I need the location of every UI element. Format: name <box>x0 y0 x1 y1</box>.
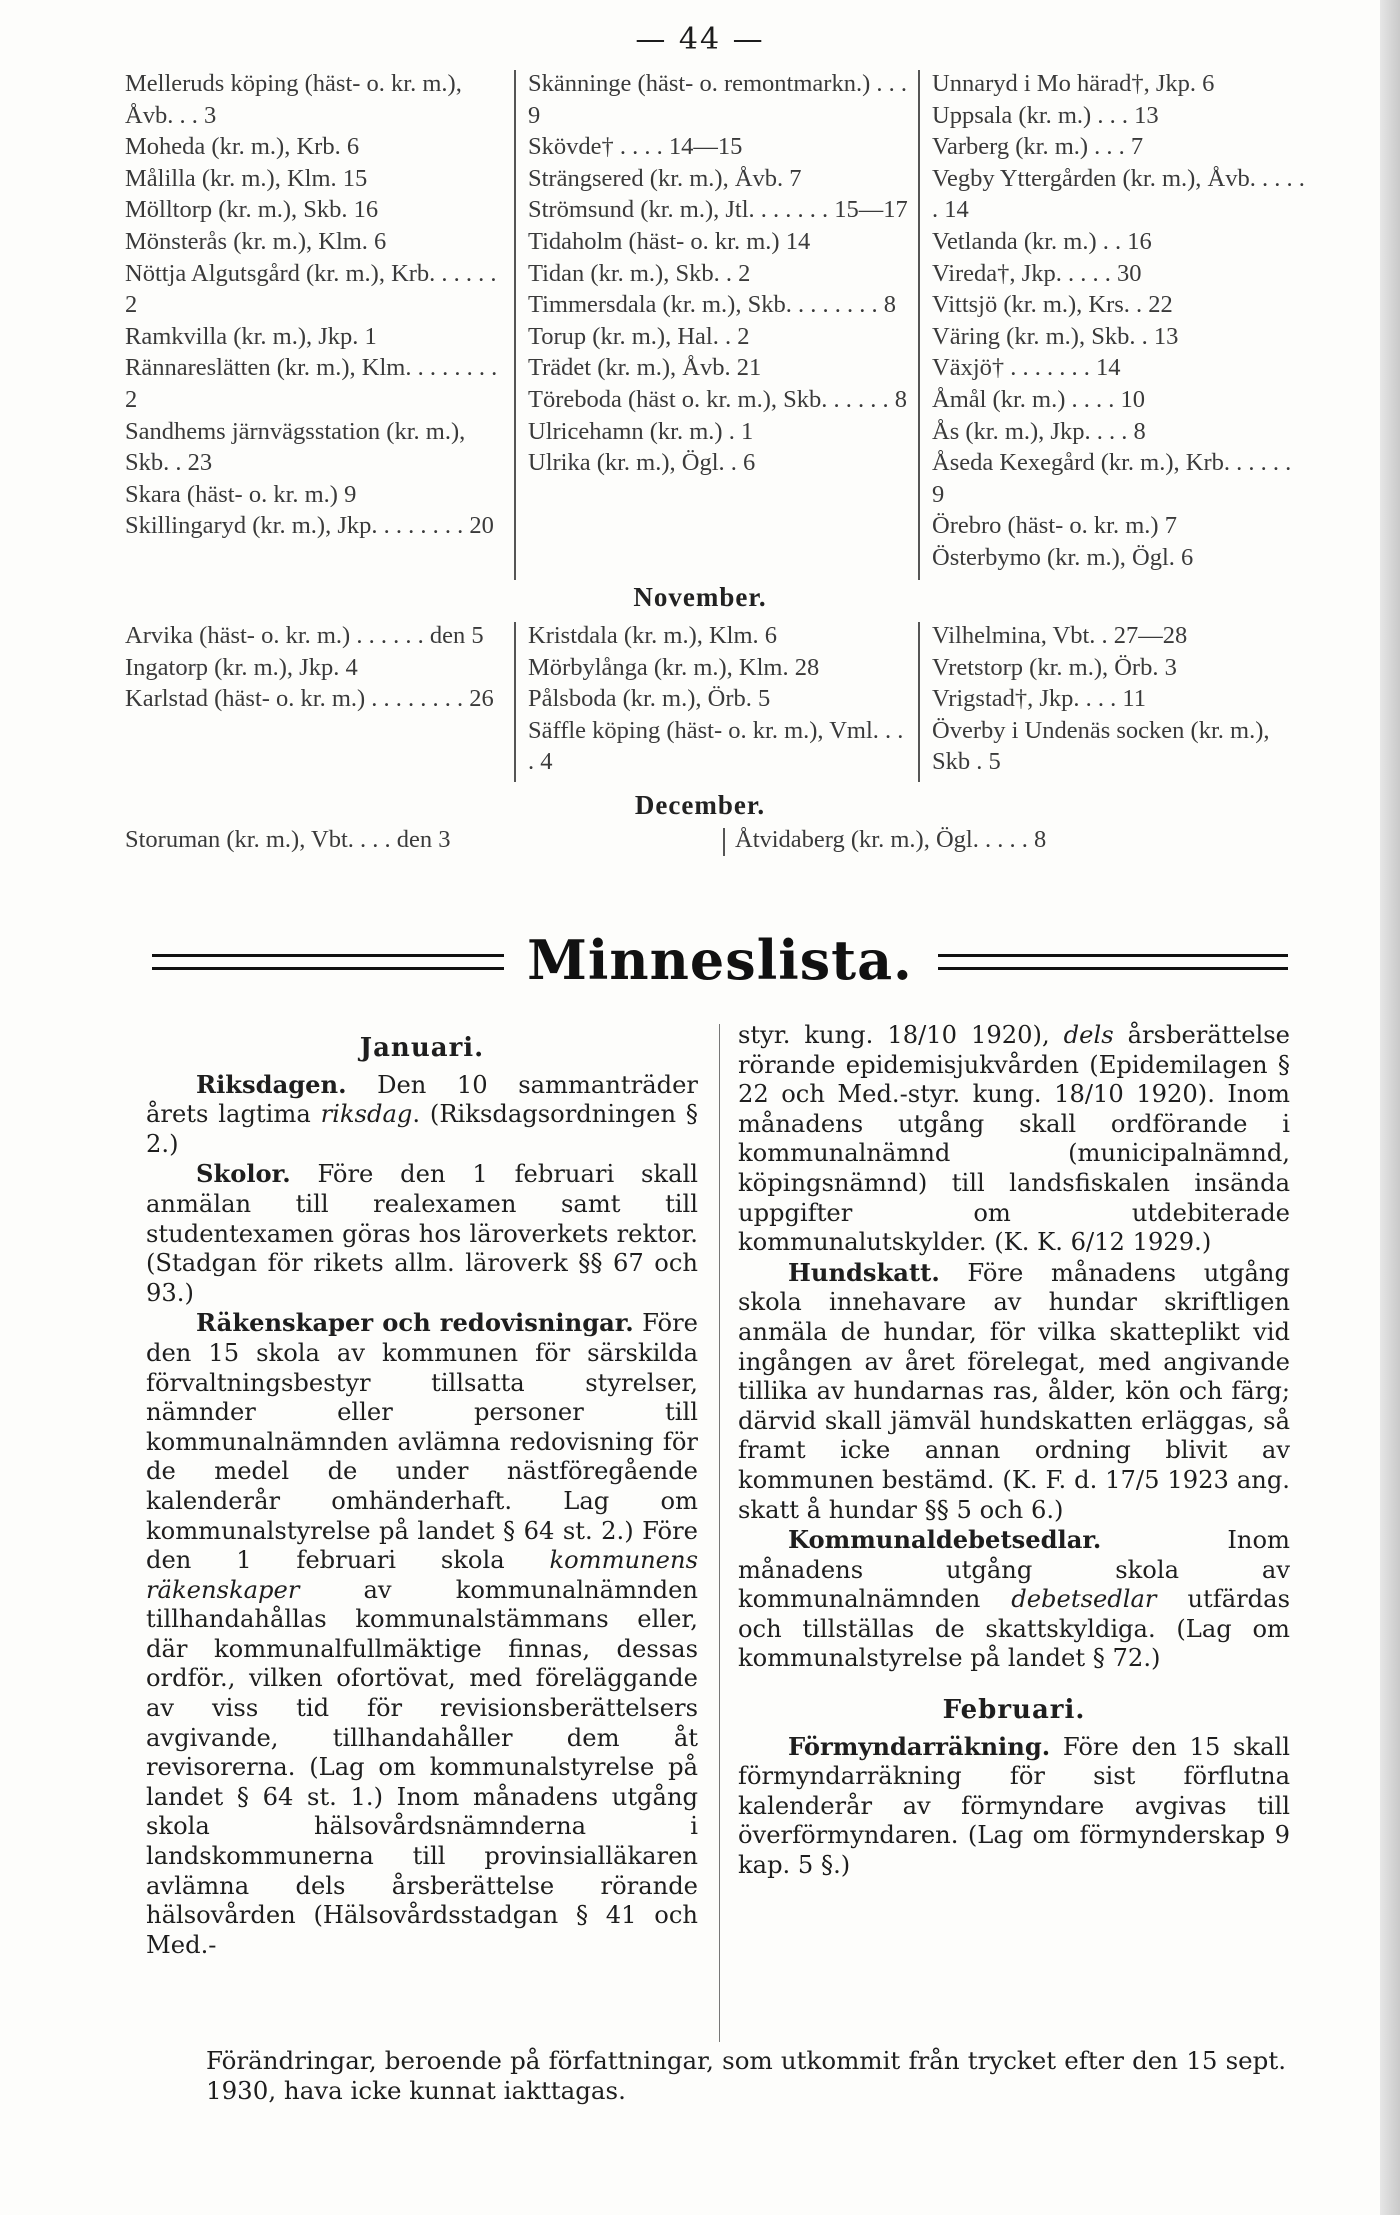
november-heading: November. <box>633 582 767 612</box>
november-column-2 <box>528 620 908 778</box>
index-column-2 <box>528 68 908 479</box>
index-entry: Töreboda (häst o. kr. m.), Skb. . . . . . 8 <box>528 385 908 413</box>
index-entry: Arvika (häst- o. kr. m.) . . . . . . den 5 <box>125 622 484 649</box>
november-column-1 <box>125 620 510 715</box>
index-column-1 <box>125 68 510 542</box>
title-rule <box>152 954 504 970</box>
paragraph <box>146 1308 698 1960</box>
minneslista-title: Minneslista. <box>527 928 913 992</box>
januari-title: Januari. <box>359 1033 485 1063</box>
index-entry: Kristdala (kr. m.), Klm. 6 <box>528 622 778 649</box>
index-entry: Överby i Undenäs socken (kr. m.), Skb . 5 <box>932 716 1270 776</box>
index-entry: Ulrika (kr. m.), Ögl. . 6 <box>528 449 756 477</box>
paragraph-text: Före den 1 februari skall anmälan till realexamen samt till studentexamen göras hos läroverkets rektor. (Stadgan för rikets allm. läroverk §§ 67 och 93.) <box>146 1160 698 1307</box>
paragraph <box>738 1258 1290 1525</box>
paragraph-text: . (Riksdagsordningen § 2.) <box>146 1100 698 1158</box>
index-entry: Strängsered (kr. m.), Åvb. 7 <box>528 164 802 192</box>
index-entry: Säffle köping (häst- o. kr. m.), Vml. . . . 4 <box>528 716 904 776</box>
paragraph-text: utfärdas och tillställas de skattskyldiga. (Lag om kommunalstyrelse på landet § 72.) <box>738 1585 1290 1673</box>
column-divider <box>918 622 920 782</box>
minneslista-left-column <box>146 1034 698 1960</box>
index-entry: Örebro (häst- o. kr. m.) 7 <box>932 512 1177 540</box>
paragraph-text: Före den 15 skall förmyndarräkning för sist förflutna kalenderår av förmyndare avgivas till överförmyndaren. (Lag om förmynderskap 9 kap. 5 §.) <box>738 1732 1290 1880</box>
index-entry: Tidan (kr. m.), Skb. . 2 <box>528 259 751 287</box>
index-entry: Målilla (kr. m.), Klm. 15 <box>125 164 368 192</box>
index-entry: Vilhelmina, Vbt. . 27—28 <box>932 622 1188 649</box>
index-entry: Vittsjö (kr. m.), Krs. . 22 <box>932 291 1173 319</box>
paragraph <box>738 1021 1290 1258</box>
index-entry: Skillingaryd (kr. m.), Jkp. . . . . . . . 20 <box>125 512 494 540</box>
index-entry: Strömsund (kr. m.), Jtl. . . . . . . 15—17 <box>528 196 908 224</box>
index-entry: Tidaholm (häst- o. kr. m.) 14 <box>528 227 811 255</box>
index-entry: Rännareslätten (kr. m.), Klm. . . . . . . . 2 <box>125 354 498 413</box>
index-entry: Väring (kr. m.), Skb. . 13 <box>932 322 1179 350</box>
minneslista-title-row <box>0 928 1400 998</box>
paragraph-italic: kommunens räkenskaper <box>146 1546 698 1604</box>
paragraph-italic: dels <box>1063 1021 1114 1049</box>
index-entry: Åseda Kexegård (kr. m.), Krb. . . . . . 9 <box>932 449 1292 508</box>
paragraph-text: årsberättelse rörande epidemisjukvården (Epidemilagen § 22 och Med.-styr. kung. 18/10 1920). Inom månadens utgång skall ordförande i kommunalnämnd (municipalnämnd, köpingsnämnd) till landsfiskalen insända uppgifter om utdebiterade kommunalutskylder. (K. K. 6/12 1929.) <box>738 1021 1290 1257</box>
december-entry: Åtvidaberg (kr. m.), Ögl. . . . . 8 <box>735 826 1047 853</box>
index-entry: Åmål (kr. m.) . . . . 10 <box>932 385 1145 413</box>
paragraph <box>146 1070 698 1160</box>
index-entry: Timmersdala (kr. m.), Skb. . . . . . . . 8 <box>528 291 896 319</box>
januari-paragraphs <box>146 1070 698 1961</box>
paragraph-keyword: Kommunaldebetsedlar. <box>788 1525 1102 1555</box>
paragraph-text: av kommunalnämnden tillhandahållas kommunalstämmans eller, där kommunalfullmäktige finnas, dessas ordför., vilken ofortövat, med föreläggande av viss tid för revisionsberättelsers avgivande, tillhandahåller dem åt revisorerna. (Lag om kommunalstyrelse på landet § 64 st. 1.) Inom månadens utgång skola hälsovårdsnämnderna i landskommunerna till provinsialläkaren avlämna dels årsberättelse rörande hälsovården (Hälsovårdsstadgan § 41 och Med.- <box>146 1575 698 1959</box>
index-entry: Mörbylånga (kr. m.), Klm. 28 <box>528 653 820 681</box>
index-column-3 <box>932 68 1307 574</box>
index-entry: Trädet (kr. m.), Åvb. 21 <box>528 354 762 382</box>
index-entry: Vrigstad†, Jkp. . . . 11 <box>932 685 1147 713</box>
index-entry: Nöttja Algutsgård (kr. m.), Krb. . . . . . 2 <box>125 259 497 319</box>
januari-paragraphs-continued <box>738 1021 1290 1674</box>
page-number: — 44 — <box>635 22 765 57</box>
index-entry: Skänninge (häst- o. remontmarkn.) . . . 9 <box>528 70 907 129</box>
paragraph-text: Före månadens utgång skola innehavare av hundar skriftligen anmäla de hundar, för vilka skatteplikt vid ingången av året förelegat, med angivande tillika av hundarnas ras, ålder, kön och färg; därvid skall jämväl hundskatten erläggas, så framt icke annan ordning blivit av kommunen bestämd. (K. F. d. 17/5 1923 ang. skatt å hundar §§ 5 och 6.) <box>738 1258 1290 1524</box>
index-entry: Ulricehamn (kr. m.) . 1 <box>528 417 754 445</box>
index-entry: Ramkvilla (kr. m.), Jkp. 1 <box>125 322 377 350</box>
index-entry: Sandhems järnvägsstation (kr. m.), Skb. . 23 <box>125 417 466 477</box>
paragraph-keyword: Hundskatt. <box>788 1257 940 1287</box>
index-entry: Unnaryd i Mo härad†, Jkp. 6 <box>932 70 1215 97</box>
paragraph <box>738 1525 1290 1674</box>
index-entry: Vretstorp (kr. m.), Örb. 3 <box>932 653 1177 681</box>
index-entry: Vetlanda (kr. m.) . . 16 <box>932 227 1152 255</box>
index-entry: Ingatorp (kr. m.), Jkp. 4 <box>125 653 358 681</box>
index-entry: Mönsterås (kr. m.), Klm. 6 <box>125 227 387 255</box>
minneslista-right-column <box>738 1021 1290 1881</box>
paragraph-keyword: Skolor. <box>196 1159 291 1189</box>
index-entry: Viredа†, Jkp. . . . . 30 <box>932 259 1142 287</box>
december-entry: Storuman (kr. m.), Vbt. . . . den 3 <box>125 826 451 853</box>
index-entry: Österbymo (kr. m.), Ögl. 6 <box>932 543 1194 571</box>
paragraph <box>146 1159 698 1308</box>
footer-note: Förändringar, beroende på författningar, som utkommit från trycket efter den 15 sept. 1930, hava icke kunnat iakttagas. <box>206 2046 1286 2105</box>
index-entry: Ås (kr. m.), Jkp. . . . 8 <box>932 417 1146 445</box>
paragraph-italic: riksdag <box>320 1100 413 1129</box>
paragraph-keyword: Förmyndarräkning. <box>788 1731 1051 1761</box>
index-entry: Melleruds köping (häst- o. kr. m.), Åvb. . . 3 <box>125 70 462 129</box>
index-entry: Växjö† . . . . . . . 14 <box>932 354 1121 382</box>
paragraph-text: styr. kung. 18/10 1920), <box>738 1021 1064 1049</box>
index-entry: Uppsala (kr. m.) . . . 13 <box>932 101 1159 129</box>
december-heading: December. <box>634 790 766 820</box>
index-entry: Karlstad (häst- o. kr. m.) . . . . . . . . 26 <box>125 685 494 713</box>
index-entry: Moheda (kr. m.), Krb. 6 <box>125 133 360 161</box>
column-divider <box>918 70 920 580</box>
februari-title: Februari. <box>942 1695 1086 1726</box>
title-rule <box>938 954 1288 970</box>
index-entry: Skara (häst- o. kr. m.) 9 <box>125 480 357 508</box>
november-column-3 <box>932 620 1307 778</box>
index-entry: Skövde† . . . . 14—15 <box>528 133 743 161</box>
paragraph-keyword: Räkenskaper och redovisningar. <box>196 1308 634 1338</box>
index-entry: Vegby Yttergården (kr. m.), Åvb. . . . . . 14 <box>932 164 1305 224</box>
index-entry: Mölltorp (kr. m.), Skb. 16 <box>125 196 379 224</box>
column-divider <box>719 1024 720 2042</box>
paragraph-text: Före den 15 skola av kommunen för särskilda förvaltningsbestyr tillsatta styrelser, nämnder eller personer till kommunalnämnden avlämna redovisning för de medel de under nästföregående kalenderår omhänderhaft. Lag om kommunalstyrelse på landet § 64 st. 2.) Före den 1 februari skola <box>146 1309 698 1575</box>
page-edge <box>1380 0 1400 2215</box>
paragraph-text: Inom månadens utgång skola av kommunalnämnden <box>738 1526 1290 1614</box>
februari-paragraph <box>738 1732 1290 1881</box>
index-entry: Pålsboda (kr. m.), Örb. 5 <box>528 685 771 713</box>
paragraph-italic: debetsedlar <box>1011 1585 1157 1614</box>
index-entry: Varberg (kr. m.) . . . 7 <box>932 133 1144 161</box>
column-divider <box>723 828 725 856</box>
index-entry: Torup (kr. m.), Hal. . 2 <box>528 322 750 350</box>
paragraph-keyword: Riksdagen. <box>196 1069 347 1099</box>
column-divider <box>514 622 516 782</box>
column-divider <box>514 70 516 580</box>
paragraph-text: Den 10 sammanträder årets lagtima <box>146 1070 698 1129</box>
